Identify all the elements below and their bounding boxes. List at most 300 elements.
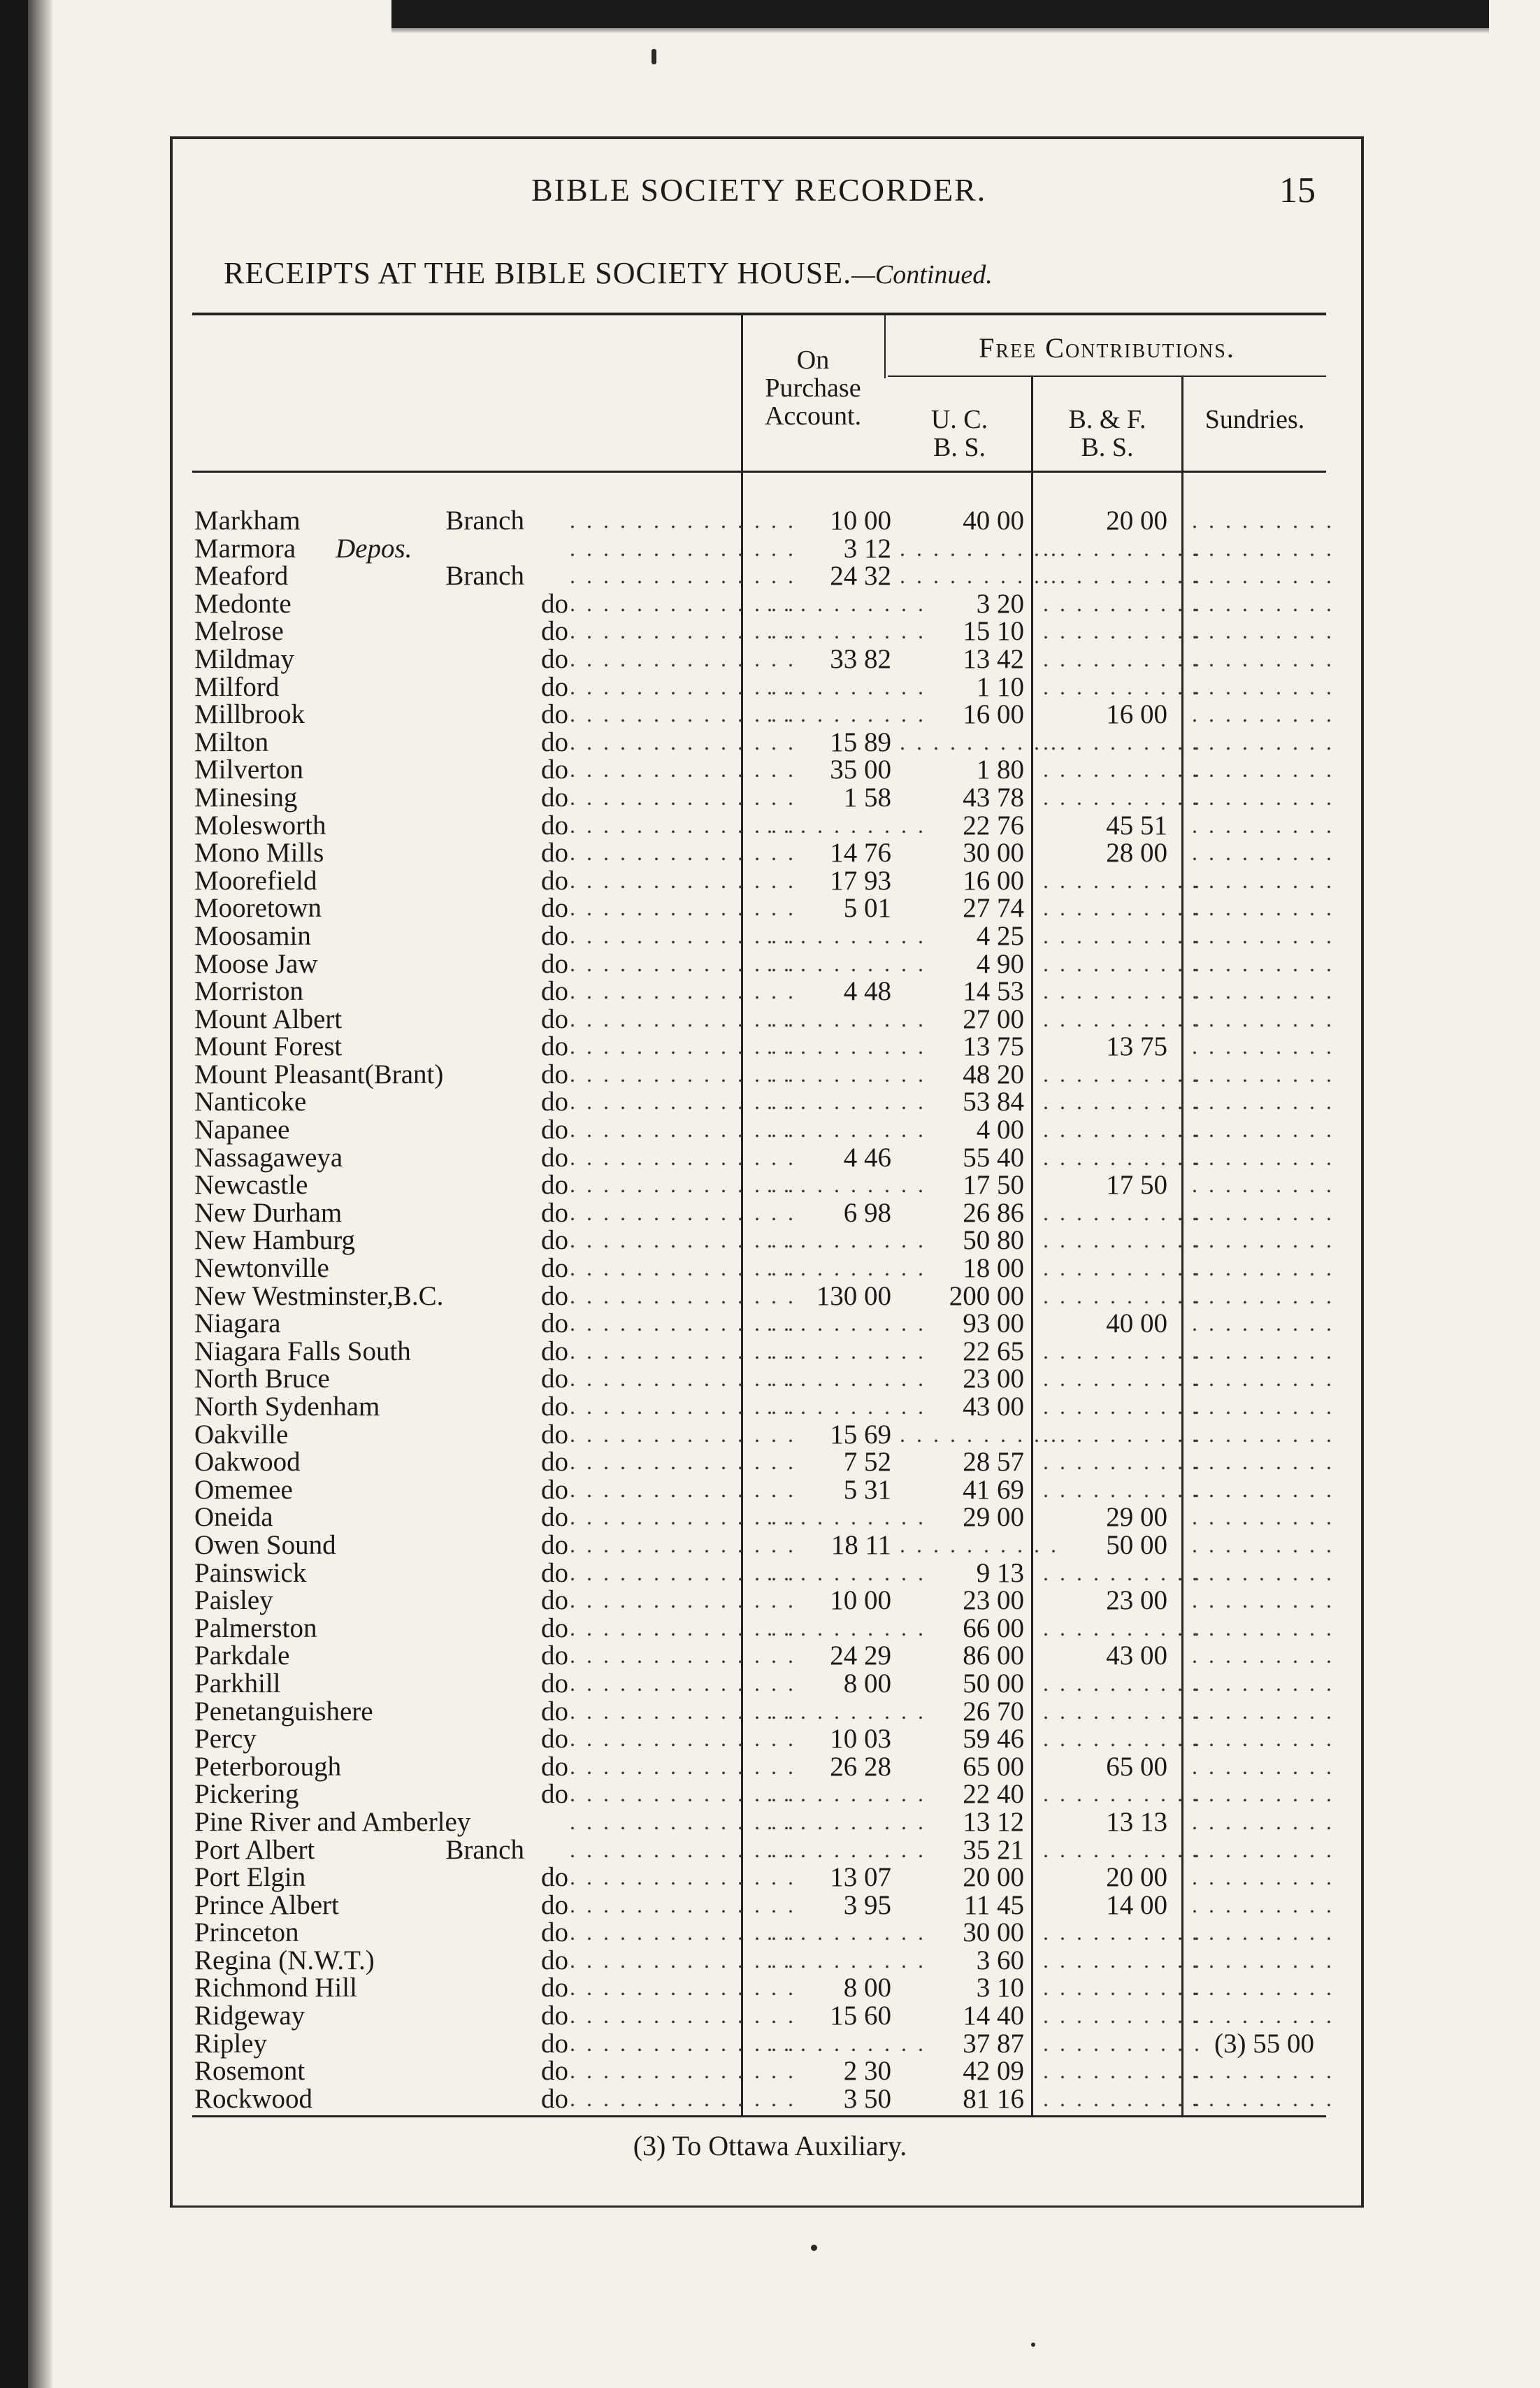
- leader-dots: . . . . . . . . . . . . . .: [570, 922, 796, 948]
- free-contributions-rule: [888, 376, 1326, 377]
- empty-cell-dots: . . . . . . . . . .: [1043, 1421, 1202, 1447]
- ucbs-amount: 29 00: [963, 1502, 1024, 1533]
- purchase-amount: 15 89: [830, 727, 891, 757]
- leader-dots: . . . . . . . . . . . . . .: [570, 1476, 796, 1502]
- table-row: [192, 1336, 1334, 1366]
- empty-cell-dots: . . . . . . . . .: [1192, 535, 1334, 561]
- bfbs-amount: 50 00: [1106, 1529, 1167, 1560]
- place-name: Ridgeway: [194, 2001, 305, 2031]
- table-row: [192, 782, 1334, 813]
- ucbs-amount: 41 69: [963, 1474, 1024, 1505]
- leader-dots: . . . . . . . . . . . . . .: [570, 1559, 796, 1585]
- footnote: (3) To Ottawa Auxiliary.: [633, 2130, 907, 2161]
- speck: [652, 49, 656, 64]
- empty-cell-dots: . . . . . . . . .: [1192, 618, 1334, 644]
- empty-cell-dots: . . . . . . . . .: [1192, 701, 1334, 727]
- empty-cell-dots: . . . . . . . . .: [1192, 1255, 1334, 1281]
- empty-cell-dots: . . . . . . . . . .: [1043, 2030, 1202, 2056]
- empty-cell-dots: . . . . . . . . . .: [1043, 1449, 1202, 1475]
- bfbs-amount: 23 00: [1106, 1585, 1167, 1616]
- leader-dots: . . . . . . . . . . . . . .: [570, 1227, 796, 1253]
- empty-cell-dots: . . . . . . . . .: [1192, 1892, 1334, 1917]
- place-name: New Durham: [194, 1197, 343, 1228]
- empty-cell-dots: . . . . . . . . . .: [767, 922, 926, 948]
- ucbs-amount: 35 21: [963, 1834, 1024, 1865]
- bfbs-amount: 16 00: [1106, 699, 1167, 730]
- empty-cell-dots: . . . . . . . . .: [1192, 1034, 1334, 1059]
- bfbs-amount: 13 75: [1106, 1031, 1167, 1062]
- leader-dots: . . . . . . . . . . . . . .: [570, 563, 796, 589]
- empty-cell-dots: . . . . . . . . .: [1192, 1643, 1334, 1668]
- place-name: Owen Sound: [194, 1529, 336, 1560]
- leader-dots: . . . . . . . . . . . . . .: [570, 701, 796, 727]
- leader-dots: . . . . . . . . . . . . . .: [570, 1144, 796, 1170]
- leader-dots: . . . . . . . . . . . . . .: [570, 1282, 796, 1308]
- empty-cell-dots: . . . . . . . . .: [1192, 2003, 1334, 2029]
- leader-dots: . . . . . . . . . . . . . .: [570, 1310, 796, 1336]
- leader-dots: . . . . . . . . . . . . . .: [570, 508, 796, 533]
- place-name: Oneida: [194, 1502, 273, 1533]
- ucbs-amount: 20 00: [963, 1862, 1024, 1893]
- branch-type: do: [541, 1529, 568, 1560]
- leader-dots: . . . . . . . . . . . . . .: [570, 618, 796, 644]
- ucbs-amount: 1 10: [976, 671, 1024, 702]
- empty-cell-dots: . . . . . . . . . .: [1043, 729, 1202, 755]
- leader-dots: . . . . . . . . . . . . . .: [570, 1255, 796, 1281]
- empty-cell-dots: . . . . . . . . . .: [767, 1559, 926, 1585]
- place-name: Princeton: [194, 1917, 299, 1948]
- empty-cell-dots: . . . . . . . . .: [1192, 1144, 1334, 1170]
- purchase-amount: 3 12: [843, 533, 891, 564]
- leader-dots: . . . . . . . . . . . . . .: [570, 1726, 796, 1752]
- ucbs-amount: 65 00: [963, 1751, 1024, 1782]
- ucbs-amount: 14 53: [963, 976, 1024, 1007]
- place-name: Milverton: [194, 755, 303, 785]
- place-name: New Westminster,B.C.: [194, 1280, 444, 1311]
- table-row: [192, 1392, 1334, 1422]
- empty-cell-dots: . . . . . . . . . .: [1043, 1975, 1202, 2001]
- table-row: [192, 1724, 1334, 1754]
- place-name: Moosamin: [194, 920, 311, 951]
- empty-cell-dots: . . . . . . . . .: [1192, 1449, 1334, 1475]
- header-ucbs-line2: B. S.: [933, 433, 986, 462]
- purchase-amount: 7 52: [843, 1447, 891, 1478]
- purchase-amount: 10 00: [830, 506, 891, 536]
- empty-cell-dots: . . . . . . . . .: [1192, 1061, 1334, 1087]
- empty-cell-dots: . . . . . . . . . .: [767, 618, 926, 644]
- empty-cell-dots: . . . . . . . . . .: [767, 1836, 926, 1862]
- ucbs-amount: 3 10: [976, 1973, 1024, 2003]
- ucbs-amount: 13 75: [963, 1031, 1024, 1062]
- leader-dots: . . . . . . . . . . . . . .: [570, 645, 796, 671]
- leader-dots: . . . . . . . . . . . . . .: [570, 2030, 796, 2056]
- empty-cell-dots: . . . . . . . . .: [1192, 1753, 1334, 1779]
- empty-cell-dots: . . . . . . . . . .: [1043, 535, 1202, 561]
- leader-dots: . . . . . . . . . . . . . .: [570, 1117, 796, 1143]
- empty-cell-dots: . . . . . . . . . .: [1043, 563, 1202, 589]
- ucbs-amount: 4 00: [976, 1115, 1024, 1145]
- leader-dots: . . . . . . . . . . . . . .: [570, 535, 796, 561]
- branch-type: do: [541, 1225, 568, 1256]
- empty-cell-dots: . . . . . . . . .: [1192, 590, 1334, 616]
- leader-dots: . . . . . . . . . . . . . .: [570, 1089, 796, 1115]
- empty-cell-dots: . . . . . . . . . .: [767, 1227, 926, 1253]
- empty-cell-dots: . . . . . . . . . .: [767, 1117, 926, 1143]
- leader-dots: . . . . . . . . . . . . . .: [570, 1864, 796, 1890]
- leader-dots: . . . . . . . . . . . . . .: [570, 1421, 796, 1447]
- empty-cell-dots: . . . . . . . . . .: [1043, 1670, 1202, 1696]
- table-row: [192, 1862, 1334, 1893]
- empty-cell-dots: . . . . . . . . .: [1192, 1864, 1334, 1890]
- empty-cell-dots: . . . . . . . . . .: [1043, 757, 1202, 782]
- empty-cell-dots: . . . . . . . . .: [1192, 645, 1334, 671]
- empty-cell-dots: . . . . . . . . . .: [767, 1061, 926, 1087]
- leader-dots: . . . . . . . . . . . . . .: [570, 1172, 796, 1198]
- empty-cell-dots: . . . . . . . . . .: [767, 1089, 926, 1115]
- empty-cell-dots: . . . . . . . . .: [1192, 1808, 1334, 1834]
- branch-type: do: [541, 2056, 568, 2087]
- ucbs-amount: 16 00: [963, 865, 1024, 896]
- branch-type: do: [541, 865, 568, 896]
- table-row: [192, 1696, 1334, 1726]
- place-name: Nanticoke: [194, 1087, 307, 1117]
- leader-dots: . . . . . . . . . . . . . .: [570, 1753, 796, 1779]
- empty-cell-dots: . . . . . . . . .: [1192, 812, 1334, 838]
- place-name: New Hamburg: [194, 1225, 355, 1256]
- purchase-amount: 130 00: [816, 1280, 891, 1311]
- table-row: [192, 1640, 1334, 1671]
- branch-type: do: [541, 1392, 568, 1422]
- table-row: [192, 1087, 1334, 1117]
- empty-cell-dots: . . . . . . . . . .: [1043, 1338, 1202, 1364]
- branch-type: do: [541, 1364, 568, 1394]
- header-bfbs-line1: B. & F.: [1068, 405, 1146, 434]
- place-name: North Sydenham: [194, 1392, 380, 1422]
- branch-type: do: [541, 1280, 568, 1311]
- purchase-amount: 35 00: [830, 755, 891, 785]
- empty-cell-dots: . . . . . . . . . .: [1043, 673, 1202, 699]
- ucbs-amount: 27 74: [963, 893, 1024, 924]
- empty-cell-dots: . . . . . . . . . .: [1043, 1227, 1202, 1253]
- leader-dots: . . . . . . . . . . . . . .: [570, 1034, 796, 1059]
- table-row: [192, 920, 1334, 951]
- empty-cell-dots: . . . . . . . . .: [1192, 1199, 1334, 1225]
- bfbs-amount: 17 50: [1106, 1170, 1167, 1201]
- place-name: Paisley: [194, 1585, 273, 1616]
- branch-type: do: [541, 948, 568, 979]
- branch-type: do: [541, 1115, 568, 1145]
- table-row: [192, 727, 1334, 757]
- bfbs-amount: 20 00: [1106, 506, 1167, 536]
- ucbs-amount: 200 00: [949, 1280, 1024, 1311]
- empty-cell-dots: . . . . . . . . . .: [767, 1698, 926, 1724]
- table-row: [192, 1529, 1334, 1560]
- header-purchase: Purchase: [765, 373, 861, 403]
- table-row: [192, 1059, 1334, 1089]
- purchase-amount: 10 00: [830, 1585, 891, 1616]
- purchase-amount: 8 00: [843, 1668, 891, 1699]
- table-row: [192, 643, 1334, 674]
- empty-cell-dots: . . . . . . . . .: [1192, 1559, 1334, 1585]
- column-divider: [884, 315, 886, 378]
- place-name: Ripley: [194, 2028, 267, 2059]
- place-name: Nassagaweya: [194, 1142, 343, 1173]
- header-free-contributions: Free Contributions.: [979, 332, 1235, 364]
- empty-cell-dots: . . . . . . . . .: [1192, 784, 1334, 810]
- table-bottom-rule: [192, 2115, 1326, 2117]
- empty-cell-dots: . . . . . . . . .: [1192, 1615, 1334, 1640]
- leader-dots: . . . . . . . . . . . . . .: [570, 673, 796, 699]
- scan-top-fade: [391, 28, 1489, 34]
- ucbs-amount: 23 00: [963, 1585, 1024, 1616]
- section-title-text: RECEIPTS AT THE BIBLE SOCIETY HOUSE.: [224, 256, 852, 290]
- ucbs-amount: 3 60: [976, 1945, 1024, 1975]
- leader-dots: . . . . . . . . . . . . . .: [570, 867, 796, 893]
- empty-cell-dots: . . . . . . . . . .: [1043, 590, 1202, 616]
- ucbs-amount: 1 80: [976, 755, 1024, 785]
- purchase-amount: 17 93: [830, 865, 891, 896]
- empty-cell-dots: . . . . . . . . .: [1192, 563, 1334, 589]
- empty-cell-dots: . . . . . . . . . .: [1043, 1117, 1202, 1143]
- branch-type: do: [541, 1031, 568, 1062]
- branch-type: do: [541, 1973, 568, 2003]
- place-name-note: Depos.: [336, 533, 412, 564]
- empty-cell-dots: . . . . . . . . . .: [1043, 1089, 1202, 1115]
- purchase-amount: 5 01: [843, 893, 891, 924]
- empty-cell-dots: . . . . . . . . . .: [767, 1394, 926, 1419]
- empty-cell-dots: . . . . . . . . . .: [767, 1034, 926, 1059]
- table-row: [192, 948, 1334, 979]
- branch-type: do: [541, 838, 568, 868]
- place-name: Melrose: [194, 616, 284, 647]
- leader-dots: . . . . . . . . . . . . . .: [570, 1531, 796, 1557]
- empty-cell-dots: . . . . . . . . . .: [767, 1255, 926, 1281]
- purchase-amount: 2 30: [843, 2056, 891, 2087]
- branch-type: do: [541, 1170, 568, 1201]
- ucbs-amount: 42 09: [963, 2056, 1024, 2087]
- place-name: Peterborough: [194, 1751, 342, 1782]
- branch-type: do: [541, 810, 568, 841]
- empty-cell-dots: . . . . . . . . . .: [767, 1808, 926, 1834]
- leader-dots: . . . . . . . . . . . . . .: [570, 1892, 796, 1917]
- branch-type: do: [541, 976, 568, 1007]
- empty-cell-dots: . . . . . . . . . .: [767, 1366, 926, 1392]
- empty-cell-dots: . . . . . . . . . .: [1043, 922, 1202, 948]
- ucbs-amount: 11 45: [963, 1889, 1024, 1920]
- table-row: [192, 588, 1334, 619]
- branch-type: do: [541, 588, 568, 619]
- leader-dots: . . . . . . . . . . . . . .: [570, 1670, 796, 1696]
- ucbs-amount: 28 57: [963, 1447, 1024, 1478]
- leader-dots: . . . . . . . . . . . . . .: [570, 895, 796, 921]
- table-row: [192, 810, 1334, 841]
- leader-dots: . . . . . . . . . . . . . .: [570, 1338, 796, 1364]
- branch-type: do: [541, 1142, 568, 1173]
- bfbs-amount: 20 00: [1106, 1862, 1167, 1893]
- header-sundries: Sundries.: [1204, 405, 1305, 434]
- scan-edge-shadow: [28, 0, 52, 2388]
- ucbs-amount: 14 40: [963, 2001, 1024, 2031]
- ucbs-amount: 13 12: [963, 1806, 1024, 1837]
- empty-cell-dots: . . . . . . . . . .: [767, 812, 926, 838]
- table-row: [192, 1945, 1334, 1975]
- branch-type: do: [541, 1557, 568, 1588]
- branch-type: do: [541, 2083, 568, 2114]
- scan-top-bar: [391, 0, 1489, 28]
- table-row: [192, 1585, 1334, 1616]
- running-title: BIBLE SOCIETY RECORDER.: [531, 172, 987, 208]
- place-name: Oakville: [194, 1419, 289, 1450]
- place-name: Oakwood: [194, 1447, 301, 1478]
- empty-cell-dots: . . . . . . . . . .: [1043, 1282, 1202, 1308]
- sundries-amount: (3) 55 00: [1214, 2028, 1314, 2059]
- empty-cell-dots: . . . . . . . . .: [1192, 1947, 1334, 1973]
- branch-type: do: [541, 1308, 568, 1339]
- leader-dots: . . . . . . . . . . . . . .: [570, 1808, 796, 1834]
- section-title-suffix: —Continued.: [851, 260, 993, 289]
- ucbs-amount: 43 00: [963, 1392, 1024, 1422]
- empty-cell-dots: . . . . . . . . . .: [767, 1947, 926, 1973]
- place-name: Omemee: [194, 1474, 293, 1505]
- branch-type: do: [541, 1059, 568, 1089]
- place-name: Marmora: [194, 533, 296, 564]
- table-row: [192, 506, 1334, 536]
- ucbs-amount: 66 00: [963, 1613, 1024, 1643]
- place-name: Palmerston: [194, 1613, 317, 1643]
- ucbs-amount: 17 50: [963, 1170, 1024, 1201]
- place-name: Minesing: [194, 782, 298, 813]
- purchase-amount: 15 60: [830, 2001, 891, 2031]
- branch-type: do: [541, 1668, 568, 1699]
- table-row: [192, 1031, 1334, 1062]
- empty-cell-dots: . . . . . . . . . .: [1043, 895, 1202, 921]
- place-name: Regina (N.W.T.): [194, 1945, 375, 1975]
- place-name: Newcastle: [194, 1170, 308, 1201]
- leader-dots: . . . . . . . . . . . . . .: [570, 1947, 796, 1973]
- leader-dots: . . . . . . . . . . . . . .: [570, 1836, 796, 1862]
- leader-dots: . . . . . . . . . . . . . .: [570, 978, 796, 1004]
- table-top-rule: [192, 313, 1326, 315]
- receipts-table-body: [192, 506, 1334, 2114]
- ucbs-amount: 48 20: [963, 1059, 1024, 1089]
- branch-type: do: [541, 1889, 568, 1920]
- empty-cell-dots: . . . . . . . . . .: [767, 1781, 926, 1807]
- place-name: Mooretown: [194, 893, 322, 924]
- bfbs-amount: 29 00: [1106, 1502, 1167, 1533]
- place-name: Markham: [194, 506, 301, 536]
- place-name: Morriston: [194, 976, 303, 1007]
- empty-cell-dots: . . . . . . . . . .: [1043, 2085, 1202, 2111]
- empty-cell-dots: . . . . . . . . .: [1192, 1282, 1334, 1308]
- place-name: Pickering: [194, 1779, 299, 1810]
- place-name: Pine River and Amberley: [194, 1806, 471, 1837]
- place-name: Moose Jaw: [194, 948, 318, 979]
- empty-cell-dots: . . . . . . . . .: [1192, 757, 1334, 782]
- table-row: [192, 1142, 1334, 1173]
- table-row: [192, 671, 1334, 702]
- place-name: Newtonville: [194, 1253, 329, 1284]
- place-name: North Bruce: [194, 1364, 330, 1394]
- table-row: [192, 1197, 1334, 1228]
- table-row: [192, 2001, 1334, 2031]
- table-row: [192, 1751, 1334, 1782]
- purchase-amount: 3 50: [843, 2083, 891, 2114]
- empty-cell-dots: . . . . . . . . .: [1192, 867, 1334, 893]
- table-row: [192, 1917, 1334, 1948]
- place-name: Medonte: [194, 588, 292, 619]
- ucbs-amount: 30 00: [963, 1917, 1024, 1948]
- empty-cell-dots: . . . . . . . . .: [1192, 2058, 1334, 2084]
- purchase-amount: 1 58: [843, 782, 891, 813]
- leader-dots: . . . . . . . . . . . . . .: [570, 1781, 796, 1807]
- leader-dots: . . . . . . . . . . . . . .: [570, 1587, 796, 1613]
- table-row: [192, 893, 1334, 924]
- empty-cell-dots: . . . . . . . . . .: [1043, 1394, 1202, 1419]
- empty-cell-dots: . . . . . . . . .: [1192, 1421, 1334, 1447]
- leader-dots: . . . . . . . . . . . . . .: [570, 1698, 796, 1724]
- table-row: [192, 1280, 1334, 1311]
- page-number: 15: [1279, 171, 1316, 210]
- purchase-amount: 15 69: [830, 1419, 891, 1450]
- ucbs-amount: 4 90: [976, 948, 1024, 979]
- empty-cell-dots: . . . . . . . . . .: [767, 1338, 926, 1364]
- table-row: [192, 1779, 1334, 1810]
- purchase-amount: 8 00: [843, 1973, 891, 2003]
- empty-cell-dots: . . . . . . . . .: [1192, 840, 1334, 866]
- leader-dots: . . . . . . . . . . . . . .: [570, 1975, 796, 2001]
- purchase-amount: 33 82: [830, 643, 891, 674]
- empty-cell-dots: . . . . . . . . . .: [767, 1504, 926, 1530]
- bfbs-amount: 43 00: [1106, 1640, 1167, 1671]
- empty-cell-dots: . . . . . . . . .: [1192, 1836, 1334, 1862]
- branch-type: do: [541, 1003, 568, 1034]
- place-name: Meaford: [194, 561, 289, 592]
- ucbs-amount: 3 20: [976, 588, 1024, 619]
- empty-cell-dots: . . . . . . . . . .: [1043, 645, 1202, 671]
- branch-type: Branch: [445, 561, 524, 592]
- branch-type: do: [541, 893, 568, 924]
- empty-cell-dots: . . . . . . . . . .: [1043, 950, 1202, 976]
- place-name: Napanee: [194, 1115, 290, 1145]
- header-on: On: [796, 345, 830, 375]
- table-row: [192, 1447, 1334, 1478]
- empty-cell-dots: . . . . . . . . .: [1192, 1394, 1334, 1419]
- table-row: [192, 1364, 1334, 1394]
- ucbs-amount: 50 00: [963, 1668, 1024, 1699]
- place-name: Niagara: [194, 1308, 281, 1339]
- empty-cell-dots: . . . . . . . . .: [1192, 508, 1334, 533]
- ucbs-amount: 30 00: [963, 838, 1024, 868]
- table-row: [192, 1668, 1334, 1699]
- table-row: [192, 2030, 1325, 2058]
- running-head: [0, 171, 1540, 213]
- table-row: [192, 2083, 1334, 2114]
- empty-cell-dots: . . . . . . . . .: [1192, 729, 1334, 755]
- empty-cell-dots: . . . . . . . . . .: [1043, 1559, 1202, 1585]
- bfbs-amount: 45 51: [1106, 810, 1167, 841]
- place-name: Milford: [194, 671, 280, 702]
- leader-dots: . . . . . . . . . . . . . .: [570, 1366, 796, 1392]
- branch-type: do: [541, 2028, 568, 2059]
- empty-cell-dots: . . . . . . . . . .: [900, 729, 1059, 755]
- purchase-amount: 10 03: [830, 1724, 891, 1754]
- empty-cell-dots: . . . . . . . . .: [1192, 1338, 1334, 1364]
- leader-dots: . . . . . . . . . . . . . .: [570, 590, 796, 616]
- ucbs-amount: 43 78: [963, 782, 1024, 813]
- ucbs-amount: 86 00: [963, 1640, 1024, 1671]
- empty-cell-dots: . . . . . . . . . .: [1043, 1144, 1202, 1170]
- empty-cell-dots: . . . . . . . . .: [1192, 1726, 1334, 1752]
